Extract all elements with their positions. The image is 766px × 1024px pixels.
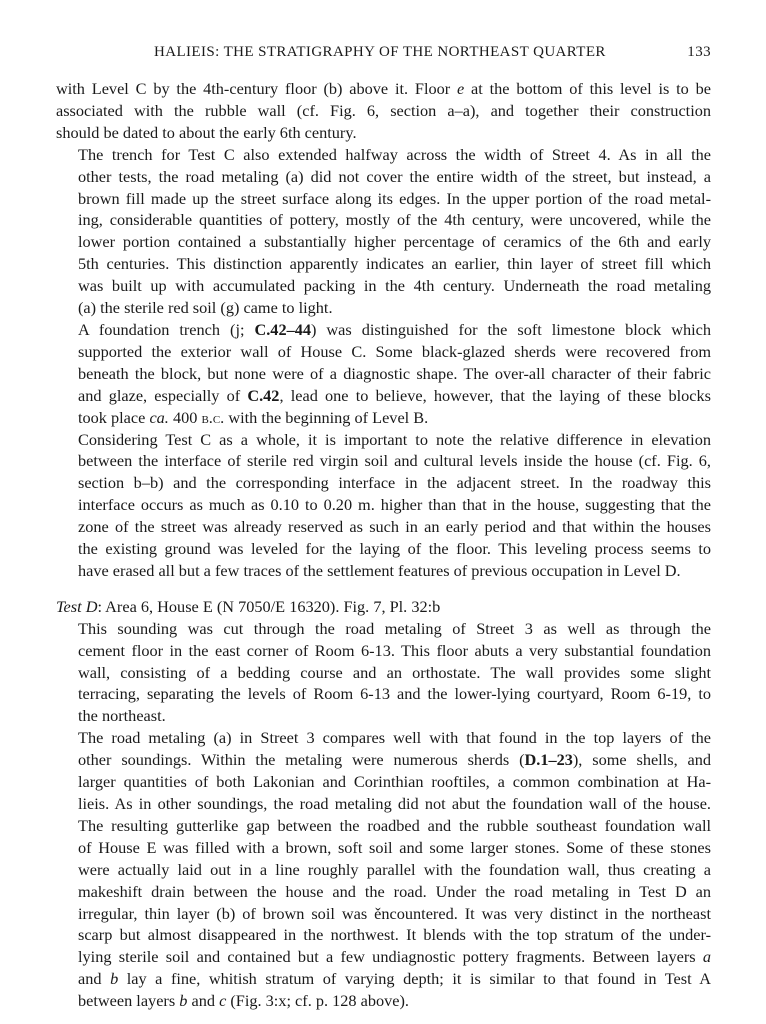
text-line: between layers b and c (Fig. 3:x; cf. p. 128 above). — [78, 991, 409, 1011]
text-line: ing, considerable quantities of pottery, mostly of the 4th century, were uncovered, while the — [78, 210, 711, 230]
text-line: This sounding was cut through the road metaling of Street 3 as well as through the — [78, 618, 711, 638]
text-line: associated with the rubble wall (cf. Fig. 6, section a–a), and together their construction — [56, 100, 711, 120]
text-line: irregular, thin layer (b) of brown soil was ěncountered. It was very distinct in the northeast — [78, 903, 711, 923]
text-line: lower portion contained a substantially higher percentage of ceramics of the 6th and early — [78, 232, 711, 252]
text-line: brown fill made up the street surface along its edges. In the upper portion of the road metal- — [78, 188, 711, 208]
text-line: interface occurs as much as 0.10 to 0.20 m. higher than that in the house, suggesting that the — [78, 495, 711, 515]
text-line: supported the exterior wall of House C. Some black-glazed sherds were recovered from — [78, 341, 711, 361]
text-line: were actually laid out in a line roughly parallel with the foundation wall, thus creating a — [78, 859, 711, 879]
text-line: should be dated to about the early 6th century. — [56, 122, 357, 142]
paragraph — [56, 78, 711, 144]
text-line: was built up with accumulated packing in the 4th century. Underneath the road metaling — [78, 276, 711, 296]
text-line: larger quantities of both Lakonian and Corinthian rooftiles, a common combination at Ha- — [78, 772, 711, 792]
text-line: makeshift drain between the house and the road. Under the road metaling in Test D an — [78, 881, 711, 901]
text-line: between the interface of sterile red virgin soil and cultural levels inside the house (cf. Fig. 6, — [78, 451, 711, 471]
text-line: wall, consisting of a bedding course and an orthostate. The wall provides some slight — [78, 662, 711, 682]
paragraph — [56, 319, 711, 429]
text-line: with Level C by the 4th-century floor (b) above it. Floor e at the bottom of this level is to be — [56, 79, 711, 98]
text-line: scarp but almost disappeared in the northwest. It blends with the top stratum of the under- — [78, 925, 711, 945]
text-line: The trench for Test C also extended halfway across the width of Street 4. As in all the — [78, 144, 711, 164]
text-line: took place ca. 400 b.c. with the beginning of Level B. — [78, 407, 429, 427]
body-text — [56, 78, 711, 1012]
text-line: other tests, the road metaling (a) did not cover the entire width of the street, but instead, a — [78, 166, 711, 186]
section-heading — [56, 596, 711, 618]
text-line: lying sterile soil and contained but a few undiagnostic pottery fragments. Between layers a — [78, 947, 711, 967]
text-line: have erased all but a few traces of the settlement features of previous occupation in Level D. — [78, 560, 681, 580]
text-line: 5th centuries. This distinction apparently indicates an earlier, thin layer of street fill which — [78, 254, 711, 274]
text-line: lieis. As in other soundings, the road metaling did not abut the foundation wall of the house. — [78, 794, 711, 813]
text-line: and glaze, especially of C.42, lead one to believe, however, that the laying of these blocks — [78, 385, 711, 405]
text-line: zone of the street was already reserved as such in an early period and that within the houses — [78, 517, 711, 537]
paragraph — [56, 429, 711, 582]
text-line: beneath the block, but none were of a diagnostic shape. The over-all character of their fabric — [78, 363, 711, 383]
text-line: the existing ground was leveled for the laying of the floor. This leveling process seems to — [78, 539, 711, 559]
running-title: HALIEIS: THE STRATIGRAPHY OF THE NORTHEAST QUARTER — [154, 44, 606, 60]
paragraph — [56, 727, 711, 1012]
text-line: section b–b) and the corresponding interface in the adjacent street. In the roadway this — [78, 473, 711, 493]
text-line: other soundings. Within the metaling were numerous sherds (D.1–23), some shells, and — [78, 750, 712, 770]
text-line: The resulting gutterlike gap between the roadbed and the rubble southeast foundation wall — [78, 815, 711, 835]
text-line: terracing, separating the levels of Room 6-13 and the lower-lying courtyard, Room 6-19, to — [78, 684, 711, 704]
text-line: (a) the sterile red soil (g) came to light. — [78, 298, 333, 318]
text-line: A foundation trench (j; C.42–44) was distinguished for the soft limestone block which — [78, 319, 712, 339]
page-number: 133 — [687, 44, 711, 60]
text-line: of House E was filled with a brown, soft soil and some larger stones. Some of these stones — [78, 837, 711, 857]
text-line: and b lay a fine, whitish stratum of varying depth; it is similar to that found in Test A — [78, 969, 712, 989]
text-line: Considering Test C as a whole, it is important to note the relative difference in elevation — [78, 429, 711, 449]
text-line: Test D: Area 6, House E (N 7050/E 16320). Fig. 7, Pl. 32:b — [56, 596, 441, 616]
text-line: The road metaling (a) in Street 3 compares well with that found in the top layers of the — [78, 728, 711, 748]
paragraph — [56, 618, 711, 728]
text-line: the northeast. — [78, 706, 166, 726]
paragraph — [56, 144, 711, 319]
text-line: cement floor in the east corner of Room 6-13. This floor abuts a very substantial foundation — [78, 640, 711, 660]
